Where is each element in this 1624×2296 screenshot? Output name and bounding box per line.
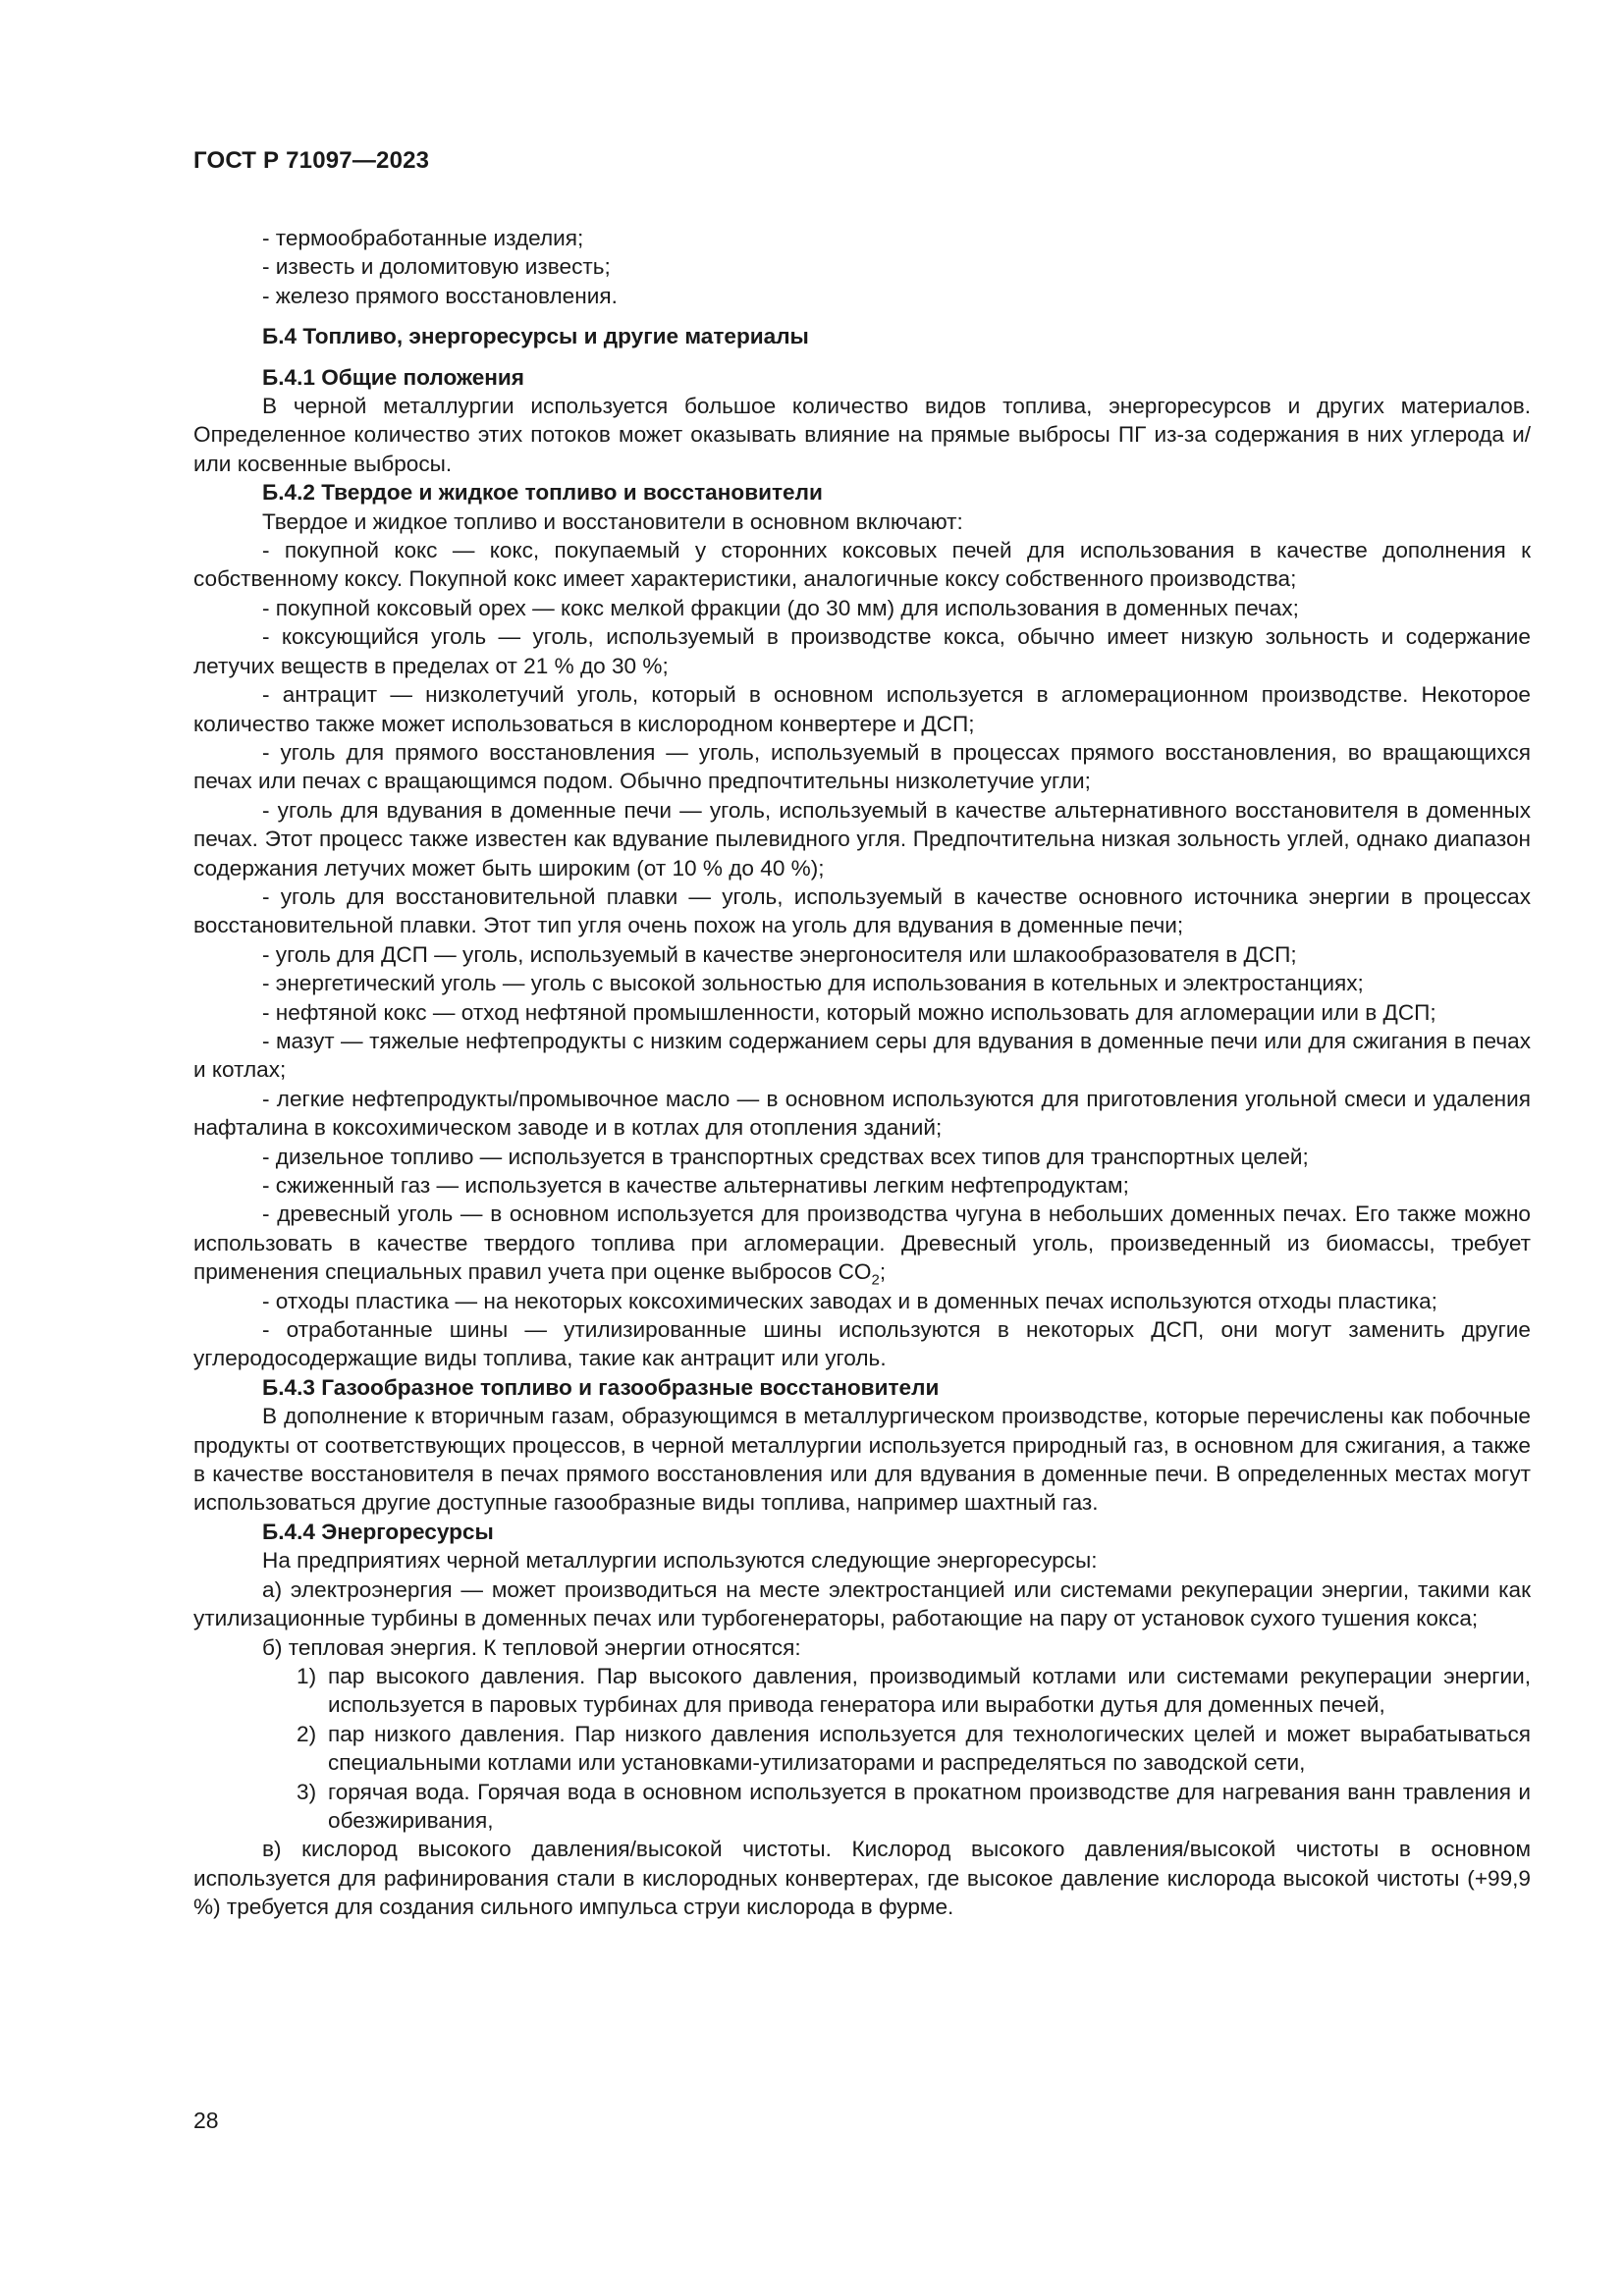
numbered-item <box>193 1778 1531 1836</box>
item-number: 1) <box>297 1663 317 1688</box>
list-item: - уголь для вдувания в доменные печи — уголь, используемый в качестве альтернативного восстановителя в доменных печах. Этот процесс также известен как вдувание пылевидного угля. Предпочтительна низкая зольность углей, однако диапазон содержания летучих может быть широким (от 10 % до 40 %); <box>193 797 1531 881</box>
list-item: в) кислород высокого давления/высокой чистоты. Кислород высокого давления/высокой чистоты в основном используется для рафинирования стали в кислородных конвертерах, где высокое давление кислорода высокой чистоты (+99,9 %) требуется для создания сильного импульса струи кислорода в фурме. <box>193 1837 1531 1920</box>
list-item: а) электроэнергия — может производиться на месте электростанцией или системами рекуперации энергии, такими как утилизационные турбины в доменных печах или турбогенераторы, работающие на пару от установок сухого тушения кокса; <box>193 1576 1531 1631</box>
item-number: 3) <box>297 1779 317 1804</box>
subsection-heading-b41: Б.4.1 Общие положения <box>262 364 524 390</box>
list-item-charcoal <box>193 1200 1531 1289</box>
list-item: - коксующийся уголь — уголь, используемый в производстве кокса, обычно имеет низкую зольность и содержание летучих веществ в пределах от 21 % до 30 %; <box>193 624 1531 678</box>
paragraph: В дополнение к вторичным газам, образующимся в металлургическом производстве, которые перечислены как побочные продукты от соответствующих процессов, в черной металлургии используется природный газ, в основном для сжигания, а также в качестве восстановителя в печах прямого восстановления или для вдувания в доменные печи. В определенных местах могут использоваться другие доступные газообразные виды топлива, например шахтный газ. <box>193 1404 1531 1516</box>
co2-subscript: 2 <box>871 1271 880 1289</box>
list-item: - покупной коксовый орех — кокс мелкой фракции (до 30 мм) для использования в доменных печах; <box>262 595 1299 620</box>
charcoal-end: ; <box>879 1259 887 1285</box>
item-text: горячая вода. Горячая вода в основном используется в прокатном производстве для нагревания ванн травления и обезжиривания, <box>328 1779 1531 1833</box>
item-text: пар низкого давления. Пар низкого давления используется для технологических целей и может вырабатываться специальными котлами или установками-утилизаторами и распределяться по заводской сети, <box>328 1721 1531 1776</box>
numbered-item <box>193 1662 1531 1720</box>
list-item: - отработанные шины — утилизированные шины используются в некоторых ДСП, они могут заменить другие углеродосодержащие виды топлива, такие как антрацит или уголь. <box>193 1317 1531 1371</box>
subsection-heading-b43: Б.4.3 Газообразное топливо и газообразные восстановители <box>262 1374 940 1400</box>
paragraph: На предприятиях черной металлургии используются следующие энергоресурсы: <box>262 1548 1098 1574</box>
list-item: - нефтяной кокс — отход нефтяной промышленности, который можно использовать для агломерации или в ДСП; <box>262 999 1436 1025</box>
list-item: - мазут — тяжелые нефтепродукты с низким содержанием серы для вдувания в доменные печи или для сжигания в печах и котлах; <box>193 1028 1531 1083</box>
list-item: - уголь для прямого восстановления — уголь, используемый в процессах прямого восстановления, во вращающихся печах или печах с вращающимся подом. Обычно предпочтительны низколетучие угли; <box>193 739 1531 794</box>
list-item: - термообработанные изделия; <box>262 226 584 250</box>
list-item: - покупной кокс — кокс, покупаемый у сторонних коксовых печей для использования в качестве дополнения к собственному коксу. Покупной кокс имеет характеристики, аналогичные коксу собственного производства; <box>193 538 1531 592</box>
subsection-heading-b44: Б.4.4 Энергоресурсы <box>262 1519 494 1544</box>
item-text: пар высокого давления. Пар высокого давления, производимый котлами или системами рекуперации энергии, используется в паровых турбинах для привода генератора или выработки дутья для доменных печей, <box>328 1663 1531 1718</box>
section-heading-b4: Б.4 Топливо, энергоресурсы и другие материалы <box>262 324 809 349</box>
list-item: - энергетический уголь — уголь с высокой зольностью для использования в котельных и электростанциях; <box>262 971 1364 996</box>
list-item: - дизельное топливо — используется в транспортных средствах всех типов для транспортных целей; <box>262 1144 1309 1169</box>
paragraph: В черной металлургии используется большое количество видов топлива, энергоресурсов и других материалов. Определенное количество этих потоков может оказывать влияние на прямые выбросы ПГ из-за содержания в них углерода и/или косвенные выбросы. <box>193 394 1531 476</box>
subsection-heading-b42: Б.4.2 Твердое и жидкое топливо и восстановители <box>262 480 823 506</box>
list-item: - уголь для ДСП — уголь, используемый в качестве энергоносителя или шлакообразователя в ДСП; <box>262 941 1297 967</box>
list-item: - сжиженный газ — используется в качестве альтернативы легким нефтепродуктам; <box>262 1173 1129 1198</box>
list-item: б) тепловая энергия. К тепловой энергии относятся: <box>262 1634 801 1660</box>
paragraph: Твердое и жидкое топливо и восстановители в основном включают: <box>262 508 963 534</box>
numbered-item <box>193 1720 1531 1778</box>
item-number: 2) <box>297 1721 317 1746</box>
list-item: - отходы пластика — на некоторых коксохимических заводах и в доменных печах используются отходы пластика; <box>262 1288 1437 1313</box>
list-item: - легкие нефтепродукты/промывочное масло — в основном используются для приготовления угольной смеси и удаления нафталина в коксохимическом заводе и в котлах для отопления зданий; <box>193 1086 1531 1141</box>
document-body <box>193 224 1531 1922</box>
list-item: - уголь для восстановительной плавки — уголь, используемый в качестве основного источника энергии в процессах восстановительной плавки. Этот тип угля очень похож на уголь для вдувания в доменные печи; <box>193 883 1531 938</box>
page-number: 28 <box>193 2108 219 2133</box>
document-header: ГОСТ Р 71097—2023 <box>193 147 430 174</box>
charcoal-text: - древесный уголь — в основном используется для производства чугуна в небольших доменных печах. Его также можно использовать в качестве твердого топлива при агломерации. Древесный уголь, произведенный из биомассы, требует применения специальных правил учета при оценке выбросов CO <box>193 1201 1531 1285</box>
list-item: - известь и доломитовую известь; <box>262 254 611 280</box>
list-item: - антрацит — низколетучий уголь, который в основном используется в агломерационном производстве. Некоторое количество также может использоваться в кислородном конвертере и ДСП; <box>193 682 1531 736</box>
list-item: - железо прямого восстановления. <box>262 283 618 308</box>
